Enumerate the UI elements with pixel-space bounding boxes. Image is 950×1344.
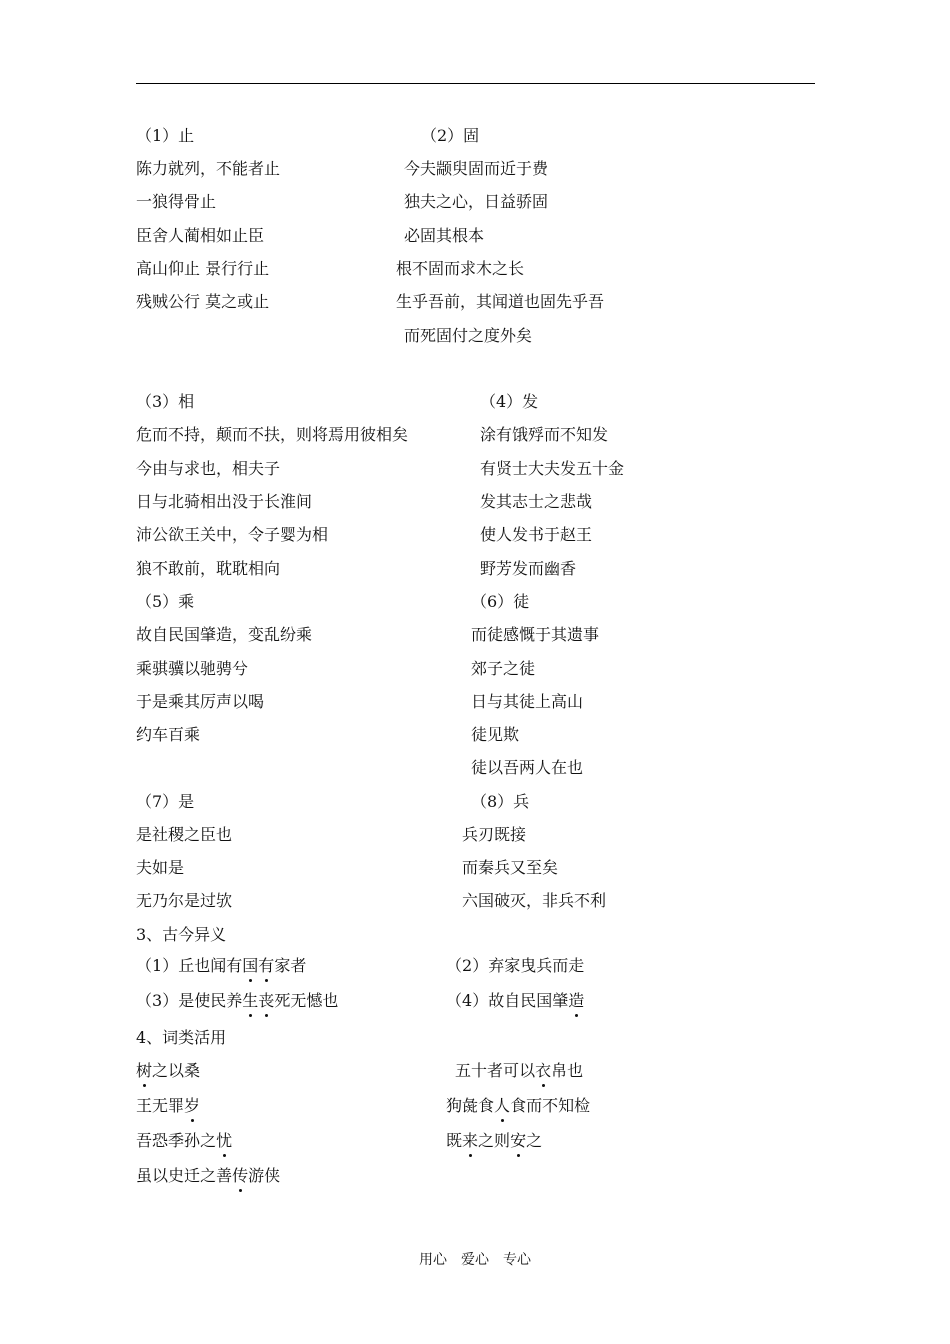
example-line: 郊子之徒 (471, 659, 536, 678)
dotted-example: 树之以桑 (136, 1061, 201, 1080)
emphasized-character: 忧 (216, 1131, 233, 1150)
example-line: 而徒感慨于其遗事 (471, 625, 600, 644)
header-rule (136, 83, 815, 84)
emphasized-character: 衣 (535, 1061, 552, 1080)
example-line: 日与北骑相出没于长淮间 (136, 492, 313, 511)
example-line: 今夫颛臾固而近于费 (404, 159, 549, 178)
example-line: 有贤士大夫发五十金 (480, 459, 625, 478)
emphasized-character: 造 (568, 991, 585, 1010)
dotted-example: （2）弃家曳兵而走 (446, 956, 585, 975)
entry-heading-fa: （4）发 (480, 392, 539, 411)
example-line: 徒见欺 (471, 725, 520, 744)
example-line: 生乎吾前，其闻道也固先乎吾 (396, 292, 605, 311)
example-line: 约车百乘 (136, 725, 201, 744)
dotted-example: （4）故自民国肇造 (446, 991, 585, 1010)
example-line: 日与其徒上高山 (471, 692, 584, 711)
emphasized-character: 安 (510, 1131, 527, 1150)
example-line: 故自民国肇造，变乱纷乘 (136, 625, 313, 644)
example-line: 一狼得骨止 (136, 192, 217, 211)
example-line: 于是乘其厉声以喝 (136, 692, 265, 711)
example-line: 发其志士之悲哉 (480, 492, 593, 511)
example-line: 残贼公行 莫之或止 (136, 292, 270, 311)
dotted-example: 虽以史迁之善传游侠 (136, 1166, 281, 1185)
example-line: 野芳发而幽香 (480, 559, 577, 578)
emphasized-character: 国 (242, 956, 259, 975)
example-line: 乘骐骥以驰骋兮 (136, 659, 249, 678)
example-line: 徒以吾两人在也 (471, 758, 584, 777)
dotted-example: 狗彘食人食而不知检 (446, 1096, 591, 1115)
example-line: 而秦兵又至矣 (462, 858, 559, 877)
example-line: 无乃尔是过欤 (136, 891, 233, 910)
emphasized-character: 传 (232, 1166, 249, 1185)
example-line: 臣舍人蔺相如止臣 (136, 226, 265, 245)
emphasized-character: 丧 (258, 991, 275, 1010)
entry-heading-shi: （7）是 (136, 792, 195, 811)
dotted-example: 王无罪岁 (136, 1096, 201, 1115)
emphasized-character: 岁 (184, 1096, 201, 1115)
dotted-example: （3）是使民养生丧死无憾也 (136, 991, 339, 1010)
emphasized-character: 树 (136, 1061, 153, 1080)
dotted-example: （1）丘也闻有国有家者 (136, 956, 307, 975)
example-line: 六国破灭，非兵不利 (462, 891, 607, 910)
section-heading-cileihuoyong: 4、词类活用 (136, 1028, 227, 1047)
entry-heading-gu: （2）固 (421, 126, 480, 145)
example-line: 是社稷之臣也 (136, 825, 233, 844)
entry-heading-bing: （8）兵 (471, 792, 530, 811)
emphasized-character: 生 (242, 991, 259, 1010)
example-line: 独夫之心，日益骄固 (404, 192, 549, 211)
emphasized-character: 来 (462, 1131, 479, 1150)
emphasized-character: 人 (494, 1096, 511, 1115)
example-line: 使人发书于赵王 (480, 525, 593, 544)
dotted-example: 五十者可以衣帛也 (455, 1061, 584, 1080)
example-line: 高山仰止 景行行止 (136, 259, 270, 278)
example-line: 涂有饿殍而不知发 (480, 425, 609, 444)
example-line: 今由与求也，相夫子 (136, 459, 281, 478)
example-line: 必固其根本 (404, 226, 485, 245)
entry-heading-zhi: （1）止 (136, 126, 195, 145)
page-footer: 用心 爱心 专心 (419, 1252, 531, 1268)
example-line: 陈力就列，不能者止 (136, 159, 281, 178)
section-heading-gujinyiyi: 3、古今异义 (136, 925, 227, 944)
entry-heading-tu: （6）徒 (471, 592, 530, 611)
emphasized-character: 有 (258, 956, 275, 975)
example-line: 夫如是 (136, 858, 185, 877)
example-line: 沛公欲王关中，令子婴为相 (136, 525, 329, 544)
example-line: 而死固付之度外矣 (404, 326, 533, 345)
dotted-example: 既来之则安之 (446, 1131, 543, 1150)
example-line: 根不固而求木之长 (396, 259, 525, 278)
example-line: 兵刃既接 (462, 825, 527, 844)
example-line: 狼不敢前，耽耽相向 (136, 559, 281, 578)
entry-heading-cheng: （5）乘 (136, 592, 195, 611)
example-line: 危而不持，颠而不扶，则将焉用彼相矣 (136, 425, 409, 444)
dotted-example: 吾恐季孙之忧 (136, 1131, 233, 1150)
entry-heading-xiang: （3）相 (136, 392, 195, 411)
